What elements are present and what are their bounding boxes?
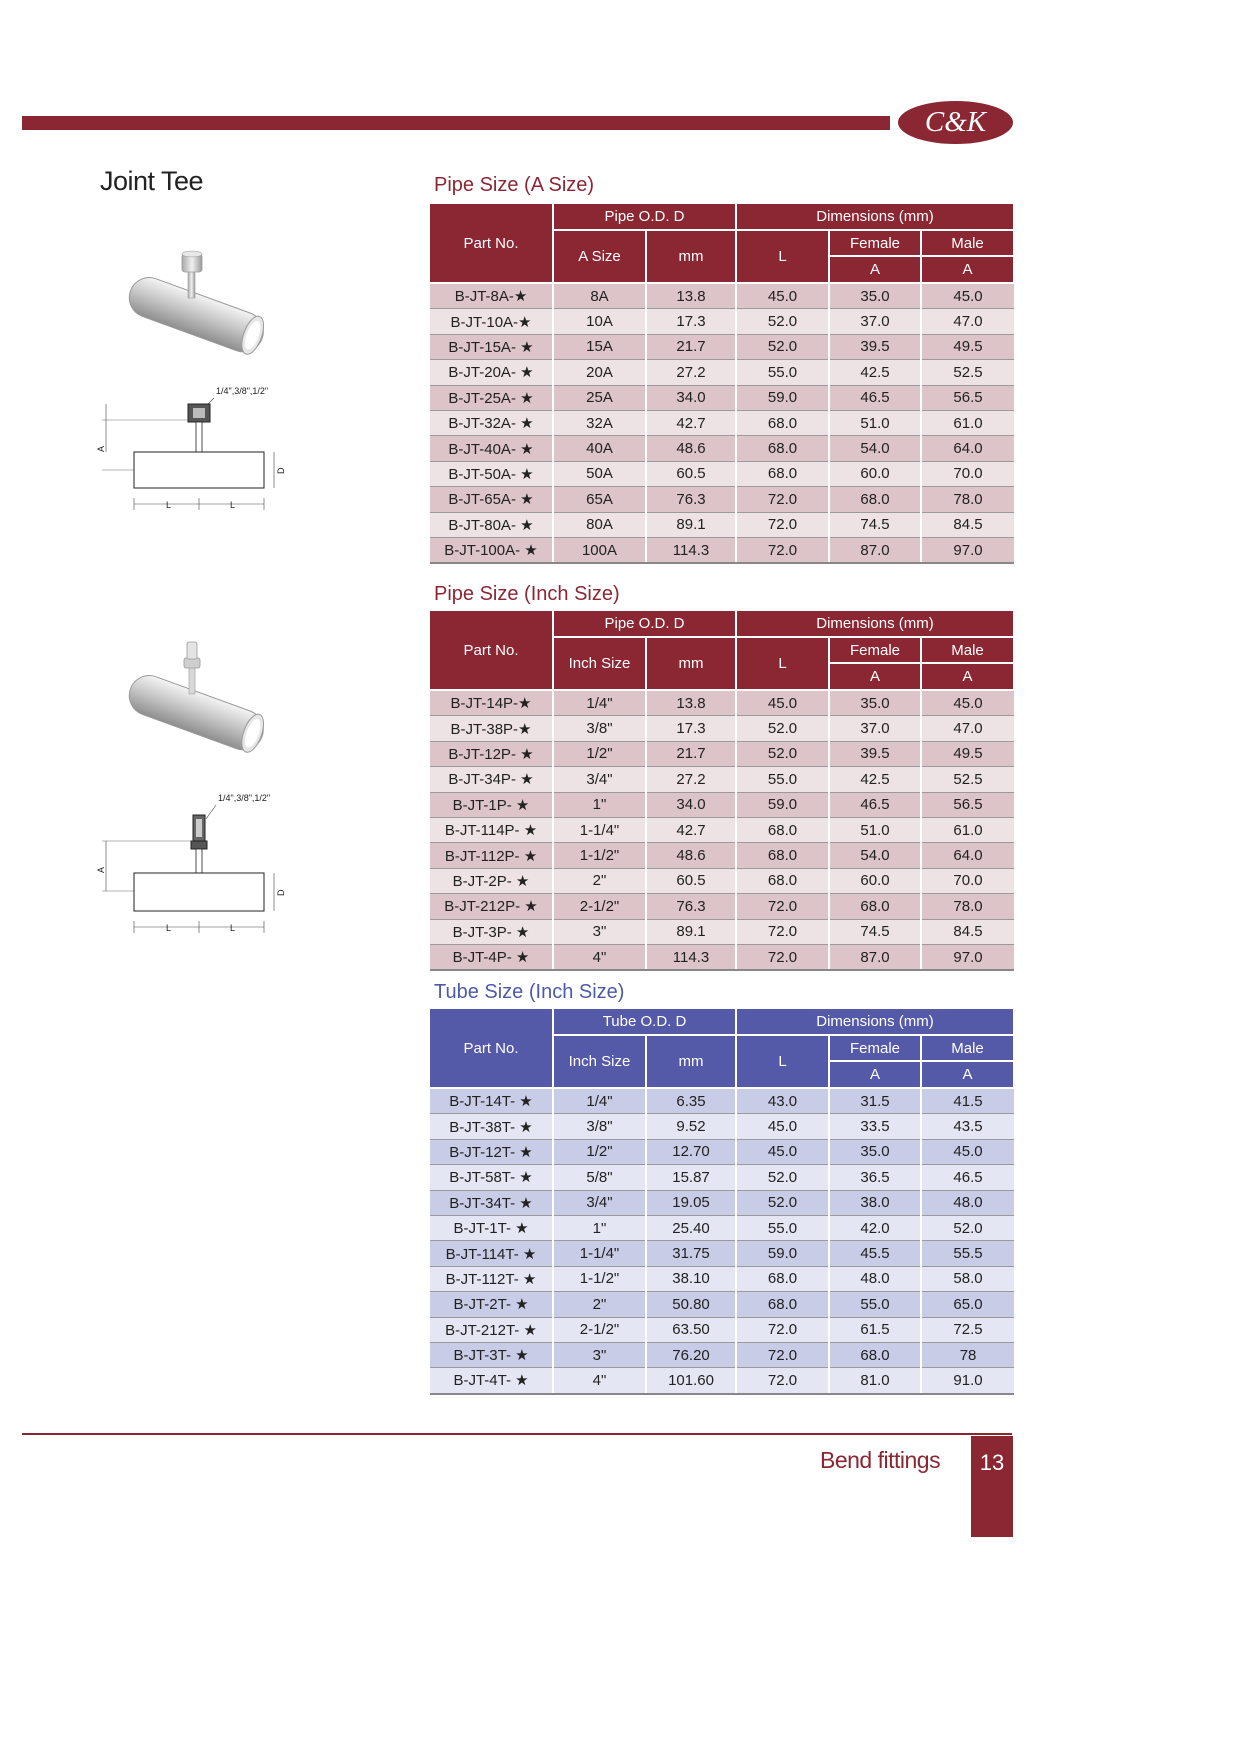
table-row — [430, 690, 1014, 716]
cell-size: 1" — [553, 1215, 646, 1240]
cell-l: 68.0 — [736, 843, 829, 868]
cell-size: 2-1/2" — [553, 894, 646, 919]
cell-l: 59.0 — [736, 385, 829, 410]
cell-mm: 12.70 — [646, 1139, 736, 1164]
header-mm: mm — [646, 637, 736, 690]
cell-part-no: B-JT-112T- ★ — [430, 1266, 553, 1291]
cell-mm: 60.5 — [646, 461, 736, 486]
cell-female-a: 37.0 — [829, 716, 921, 741]
spec-table-pipe-a-size — [430, 204, 1015, 564]
cell-female-a: 68.0 — [829, 487, 921, 512]
header-l: L — [736, 230, 829, 283]
cell-mm: 38.10 — [646, 1266, 736, 1291]
page-title: Joint Tee — [100, 166, 204, 196]
cell-male-a: 56.5 — [921, 385, 1014, 410]
cell-size: 100A — [553, 537, 646, 563]
cell-male-a: 65.0 — [921, 1292, 1014, 1317]
cell-part-no: B-JT-4T- ★ — [430, 1368, 553, 1394]
cell-size: 1-1/4" — [553, 817, 646, 842]
table-row — [430, 283, 1014, 309]
header-female: Female — [829, 230, 921, 256]
page-number: 13 — [971, 1436, 1013, 1537]
cell-l: 59.0 — [736, 1241, 829, 1266]
table-row — [430, 1342, 1014, 1367]
cell-mm: 42.7 — [646, 817, 736, 842]
cell-l: 72.0 — [736, 1342, 829, 1367]
table-row — [430, 1114, 1014, 1139]
header-size: Inch Size — [553, 637, 646, 690]
cell-female-a: 61.5 — [829, 1317, 921, 1342]
cell-part-no: B-JT-1P- ★ — [430, 792, 553, 817]
table-row — [430, 1139, 1014, 1164]
section-title-tube-inch-size: Tube Size (Inch Size) — [434, 981, 625, 1003]
cell-size: 3" — [553, 919, 646, 944]
dim-l-right-label: L — [230, 923, 236, 933]
cell-mm: 21.7 — [646, 741, 736, 766]
table-row — [430, 741, 1014, 766]
cell-l: 52.0 — [736, 334, 829, 359]
cell-size: 40A — [553, 436, 646, 461]
cell-l: 68.0 — [736, 868, 829, 893]
cell-male-a: 64.0 — [921, 436, 1014, 461]
table-row — [430, 1368, 1014, 1394]
table-row — [430, 487, 1014, 512]
cell-female-a: 33.5 — [829, 1114, 921, 1139]
table-row — [430, 894, 1014, 919]
cell-part-no: B-JT-34P- ★ — [430, 767, 553, 792]
cell-mm: 6.35 — [646, 1088, 736, 1114]
header-female-a: A — [829, 1061, 921, 1088]
cell-female-a: 42.0 — [829, 1215, 921, 1240]
table-row — [430, 817, 1014, 842]
cell-size: 1/2" — [553, 741, 646, 766]
cell-l: 68.0 — [736, 410, 829, 435]
header-female: Female — [829, 637, 921, 663]
cell-size: 3" — [553, 1342, 646, 1367]
cell-mm: 63.50 — [646, 1317, 736, 1342]
header-dimensions-group: Dimensions (mm) — [736, 1009, 1014, 1035]
cell-male-a: 70.0 — [921, 461, 1014, 486]
cell-female-a: 36.5 — [829, 1165, 921, 1190]
footer-rule — [22, 1433, 1012, 1435]
cell-female-a: 39.5 — [829, 334, 921, 359]
cell-male-a: 97.0 — [921, 944, 1014, 970]
cell-mm: 21.7 — [646, 334, 736, 359]
joint-tee-female-drawing — [96, 380, 296, 515]
header-male: Male — [921, 1035, 1014, 1061]
cell-mm: 17.3 — [646, 716, 736, 741]
cell-l: 68.0 — [736, 436, 829, 461]
cell-l: 72.0 — [736, 944, 829, 970]
cell-l: 52.0 — [736, 309, 829, 334]
cell-l: 45.0 — [736, 690, 829, 716]
cell-male-a: 64.0 — [921, 843, 1014, 868]
cell-part-no: B-JT-114P- ★ — [430, 817, 553, 842]
table-row — [430, 716, 1014, 741]
table-row — [430, 919, 1014, 944]
cell-part-no: B-JT-2T- ★ — [430, 1292, 553, 1317]
dim-a-label: A — [96, 866, 106, 873]
header-size: A Size — [553, 230, 646, 283]
header-od-group: Tube O.D. D — [553, 1009, 736, 1035]
table-row — [430, 1190, 1014, 1215]
cell-female-a: 42.5 — [829, 767, 921, 792]
cell-part-no: B-JT-100A- ★ — [430, 537, 553, 563]
header-l: L — [736, 637, 829, 690]
cell-male-a: 45.0 — [921, 690, 1014, 716]
cell-part-no: B-JT-65A- ★ — [430, 487, 553, 512]
cell-part-no: B-JT-12T- ★ — [430, 1139, 553, 1164]
dim-a-label: A — [96, 445, 106, 452]
table-row — [430, 1292, 1014, 1317]
cell-l: 72.0 — [736, 537, 829, 563]
cell-male-a: 46.5 — [921, 1165, 1014, 1190]
cell-male-a: 41.5 — [921, 1088, 1014, 1114]
cell-l: 45.0 — [736, 1114, 829, 1139]
cell-male-a: 49.5 — [921, 334, 1014, 359]
cell-mm: 31.75 — [646, 1241, 736, 1266]
cell-mm: 76.3 — [646, 894, 736, 919]
cell-size: 2" — [553, 1292, 646, 1317]
cell-l: 68.0 — [736, 1292, 829, 1317]
cell-l: 52.0 — [736, 716, 829, 741]
cell-male-a: 78.0 — [921, 487, 1014, 512]
table-row — [430, 436, 1014, 461]
cell-mm: 76.3 — [646, 487, 736, 512]
cell-female-a: 46.5 — [829, 385, 921, 410]
header-bar — [22, 116, 890, 130]
cell-female-a: 60.0 — [829, 461, 921, 486]
cell-part-no: B-JT-212P- ★ — [430, 894, 553, 919]
cell-female-a: 81.0 — [829, 1368, 921, 1394]
cell-male-a: 70.0 — [921, 868, 1014, 893]
brand-logo: C&K — [898, 101, 1013, 144]
cell-size: 65A — [553, 487, 646, 512]
cell-mm: 25.40 — [646, 1215, 736, 1240]
cell-l: 45.0 — [736, 1139, 829, 1164]
cell-female-a: 48.0 — [829, 1266, 921, 1291]
table-row — [430, 1266, 1014, 1291]
header-male: Male — [921, 637, 1014, 663]
cell-l: 52.0 — [736, 1165, 829, 1190]
cell-part-no: B-JT-38P-★ — [430, 716, 553, 741]
cell-mm: 13.8 — [646, 690, 736, 716]
cell-l: 55.0 — [736, 1215, 829, 1240]
cell-size: 10A — [553, 309, 646, 334]
header-mm: mm — [646, 1035, 736, 1088]
cell-part-no: B-JT-25A- ★ — [430, 385, 553, 410]
dim-l-left-label: L — [166, 923, 172, 933]
header-female-a: A — [829, 663, 921, 690]
cell-size: 1/2" — [553, 1139, 646, 1164]
cell-l: 45.0 — [736, 283, 829, 309]
cell-mm: 17.3 — [646, 309, 736, 334]
spec-table-tube-inch-size — [430, 1009, 1015, 1395]
cell-l: 72.0 — [736, 1368, 829, 1394]
cell-size: 4" — [553, 944, 646, 970]
cell-part-no: B-JT-15A- ★ — [430, 334, 553, 359]
cell-female-a: 35.0 — [829, 1139, 921, 1164]
spec-table-pipe-inch-size — [430, 611, 1015, 971]
cell-size: 50A — [553, 461, 646, 486]
cell-l: 68.0 — [736, 1266, 829, 1291]
joint-tee-female-photo — [118, 240, 278, 360]
cell-female-a: 55.0 — [829, 1292, 921, 1317]
cell-size: 1/4" — [553, 690, 646, 716]
cell-size: 2" — [553, 868, 646, 893]
cell-part-no: B-JT-8A-★ — [430, 283, 553, 309]
cell-l: 59.0 — [736, 792, 829, 817]
cell-male-a: 56.5 — [921, 792, 1014, 817]
table-row — [430, 410, 1014, 435]
cell-size: 1/4" — [553, 1088, 646, 1114]
cell-female-a: 60.0 — [829, 868, 921, 893]
cell-part-no: B-JT-32A- ★ — [430, 410, 553, 435]
table-row — [430, 767, 1014, 792]
cell-female-a: 74.5 — [829, 512, 921, 537]
cell-l: 72.0 — [736, 894, 829, 919]
header-part-no: Part No. — [430, 204, 553, 283]
header-male: Male — [921, 230, 1014, 256]
cell-female-a: 42.5 — [829, 360, 921, 385]
header-l: L — [736, 1035, 829, 1088]
cell-female-a: 31.5 — [829, 1088, 921, 1114]
cell-mm: 48.6 — [646, 843, 736, 868]
table-row — [430, 309, 1014, 334]
cell-part-no: B-JT-112P- ★ — [430, 843, 553, 868]
cell-part-no: B-JT-12P- ★ — [430, 741, 553, 766]
cell-male-a: 72.5 — [921, 1317, 1014, 1342]
cell-part-no: B-JT-58T- ★ — [430, 1165, 553, 1190]
header-od-group: Pipe O.D. D — [553, 204, 736, 230]
cell-l: 68.0 — [736, 461, 829, 486]
cell-female-a: 68.0 — [829, 894, 921, 919]
cell-mm: 50.80 — [646, 1292, 736, 1317]
cell-l: 72.0 — [736, 512, 829, 537]
table-row — [430, 1241, 1014, 1266]
header-male-a: A — [921, 663, 1014, 690]
cell-size: 3/4" — [553, 767, 646, 792]
cell-part-no: B-JT-2P- ★ — [430, 868, 553, 893]
cell-mm: 76.20 — [646, 1342, 736, 1367]
cell-male-a: 52.5 — [921, 767, 1014, 792]
cell-male-a: 91.0 — [921, 1368, 1014, 1394]
cell-mm: 19.05 — [646, 1190, 736, 1215]
header-male-a: A — [921, 1061, 1014, 1088]
cell-mm: 60.5 — [646, 868, 736, 893]
cell-part-no: B-JT-40A- ★ — [430, 436, 553, 461]
cell-mm: 101.60 — [646, 1368, 736, 1394]
cell-size: 1-1/2" — [553, 843, 646, 868]
cell-part-no: B-JT-3P- ★ — [430, 919, 553, 944]
cell-male-a: 52.5 — [921, 360, 1014, 385]
cell-mm: 114.3 — [646, 537, 736, 563]
cell-male-a: 49.5 — [921, 741, 1014, 766]
table-row — [430, 385, 1014, 410]
cell-male-a: 78 — [921, 1342, 1014, 1367]
cell-size: 2-1/2" — [553, 1317, 646, 1342]
table-row — [430, 1317, 1014, 1342]
section-title-pipe-inch-size: Pipe Size (Inch Size) — [434, 583, 620, 605]
cell-male-a: 61.0 — [921, 410, 1014, 435]
cell-part-no: B-JT-4P- ★ — [430, 944, 553, 970]
table-row — [430, 461, 1014, 486]
cell-part-no: B-JT-10A-★ — [430, 309, 553, 334]
cell-size: 3/8" — [553, 1114, 646, 1139]
cell-female-a: 38.0 — [829, 1190, 921, 1215]
cell-female-a: 87.0 — [829, 944, 921, 970]
cell-part-no: B-JT-80A- ★ — [430, 512, 553, 537]
cell-size: 1-1/4" — [553, 1241, 646, 1266]
cell-mm: 89.1 — [646, 919, 736, 944]
cell-l: 55.0 — [736, 767, 829, 792]
dim-d-label: D — [276, 467, 286, 474]
cell-male-a: 47.0 — [921, 716, 1014, 741]
table-row — [430, 537, 1014, 563]
header-male-a: A — [921, 256, 1014, 283]
cell-female-a: 35.0 — [829, 690, 921, 716]
cell-part-no: B-JT-1T- ★ — [430, 1215, 553, 1240]
cell-female-a: 35.0 — [829, 283, 921, 309]
cell-mm: 13.8 — [646, 283, 736, 309]
cell-size: 1" — [553, 792, 646, 817]
thread-size-label: 1/4",3/8",1/2" — [218, 793, 271, 803]
cell-male-a: 97.0 — [921, 537, 1014, 563]
cell-l: 52.0 — [736, 1190, 829, 1215]
cell-male-a: 45.0 — [921, 283, 1014, 309]
dim-l-left-label: L — [166, 500, 172, 510]
cell-part-no: B-JT-20A- ★ — [430, 360, 553, 385]
table-row — [430, 1215, 1014, 1240]
cell-mm: 15.87 — [646, 1165, 736, 1190]
dim-l-right-label: L — [230, 500, 236, 510]
cell-female-a: 87.0 — [829, 537, 921, 563]
cell-mm: 34.0 — [646, 792, 736, 817]
cell-mm: 42.7 — [646, 410, 736, 435]
cell-male-a: 61.0 — [921, 817, 1014, 842]
header-dimensions-group: Dimensions (mm) — [736, 204, 1014, 230]
cell-part-no: B-JT-3T- ★ — [430, 1342, 553, 1367]
cell-l: 72.0 — [736, 487, 829, 512]
joint-tee-male-photo — [118, 638, 278, 758]
cell-male-a: 84.5 — [921, 512, 1014, 537]
cell-mm: 89.1 — [646, 512, 736, 537]
cell-l: 55.0 — [736, 360, 829, 385]
cell-l: 72.0 — [736, 1317, 829, 1342]
cell-size: 1-1/2" — [553, 1266, 646, 1291]
joint-tee-male-drawing — [96, 787, 296, 937]
cell-part-no: B-JT-34T- ★ — [430, 1190, 553, 1215]
cell-l: 68.0 — [736, 817, 829, 842]
header-size: Inch Size — [553, 1035, 646, 1088]
cell-male-a: 58.0 — [921, 1266, 1014, 1291]
table-row — [430, 1165, 1014, 1190]
cell-size: 15A — [553, 334, 646, 359]
table-row — [430, 334, 1014, 359]
cell-female-a: 54.0 — [829, 436, 921, 461]
cell-part-no: B-JT-50A- ★ — [430, 461, 553, 486]
cell-l: 72.0 — [736, 919, 829, 944]
cell-mm: 27.2 — [646, 360, 736, 385]
table-row — [430, 1088, 1014, 1114]
thread-size-label: 1/4",3/8",1/2" — [216, 386, 269, 396]
table-row — [430, 843, 1014, 868]
cell-part-no: B-JT-114T- ★ — [430, 1241, 553, 1266]
header-part-no: Part No. — [430, 611, 553, 690]
table-row — [430, 868, 1014, 893]
cell-mm: 48.6 — [646, 436, 736, 461]
cell-mm: 34.0 — [646, 385, 736, 410]
header-female: Female — [829, 1035, 921, 1061]
cell-male-a: 48.0 — [921, 1190, 1014, 1215]
dim-d-label: D — [276, 889, 286, 896]
table-row — [430, 360, 1014, 385]
table-row — [430, 792, 1014, 817]
cell-size: 80A — [553, 512, 646, 537]
header-mm: mm — [646, 230, 736, 283]
header-female-a: A — [829, 256, 921, 283]
cell-l: 52.0 — [736, 741, 829, 766]
cell-l: 43.0 — [736, 1088, 829, 1114]
cell-mm: 114.3 — [646, 944, 736, 970]
cell-size: 5/8" — [553, 1165, 646, 1190]
cell-size: 3/4" — [553, 1190, 646, 1215]
table-row — [430, 944, 1014, 970]
cell-size: 4" — [553, 1368, 646, 1394]
cell-size: 32A — [553, 410, 646, 435]
header-od-group: Pipe O.D. D — [553, 611, 736, 637]
section-title-pipe-a-size: Pipe Size (A Size) — [434, 174, 595, 196]
cell-part-no: B-JT-212T- ★ — [430, 1317, 553, 1342]
cell-mm: 9.52 — [646, 1114, 736, 1139]
cell-size: 20A — [553, 360, 646, 385]
cell-size: 8A — [553, 283, 646, 309]
cell-male-a: 43.5 — [921, 1114, 1014, 1139]
cell-female-a: 45.5 — [829, 1241, 921, 1266]
cell-male-a: 84.5 — [921, 919, 1014, 944]
cell-female-a: 68.0 — [829, 1342, 921, 1367]
cell-size: 3/8" — [553, 716, 646, 741]
cell-female-a: 46.5 — [829, 792, 921, 817]
cell-female-a: 51.0 — [829, 817, 921, 842]
cell-female-a: 74.5 — [829, 919, 921, 944]
cell-size: 25A — [553, 385, 646, 410]
header-part-no: Part No. — [430, 1009, 553, 1088]
cell-female-a: 51.0 — [829, 410, 921, 435]
cell-male-a: 55.5 — [921, 1241, 1014, 1266]
footer-section-label: Bend fittings — [820, 1447, 941, 1473]
cell-mm: 27.2 — [646, 767, 736, 792]
cell-female-a: 39.5 — [829, 741, 921, 766]
cell-female-a: 54.0 — [829, 843, 921, 868]
cell-part-no: B-JT-14T- ★ — [430, 1088, 553, 1114]
cell-male-a: 52.0 — [921, 1215, 1014, 1240]
cell-part-no: B-JT-38T- ★ — [430, 1114, 553, 1139]
cell-part-no: B-JT-14P-★ — [430, 690, 553, 716]
table-row — [430, 512, 1014, 537]
cell-male-a: 45.0 — [921, 1139, 1014, 1164]
cell-male-a: 78.0 — [921, 894, 1014, 919]
cell-male-a: 47.0 — [921, 309, 1014, 334]
header-dimensions-group: Dimensions (mm) — [736, 611, 1014, 637]
cell-female-a: 37.0 — [829, 309, 921, 334]
